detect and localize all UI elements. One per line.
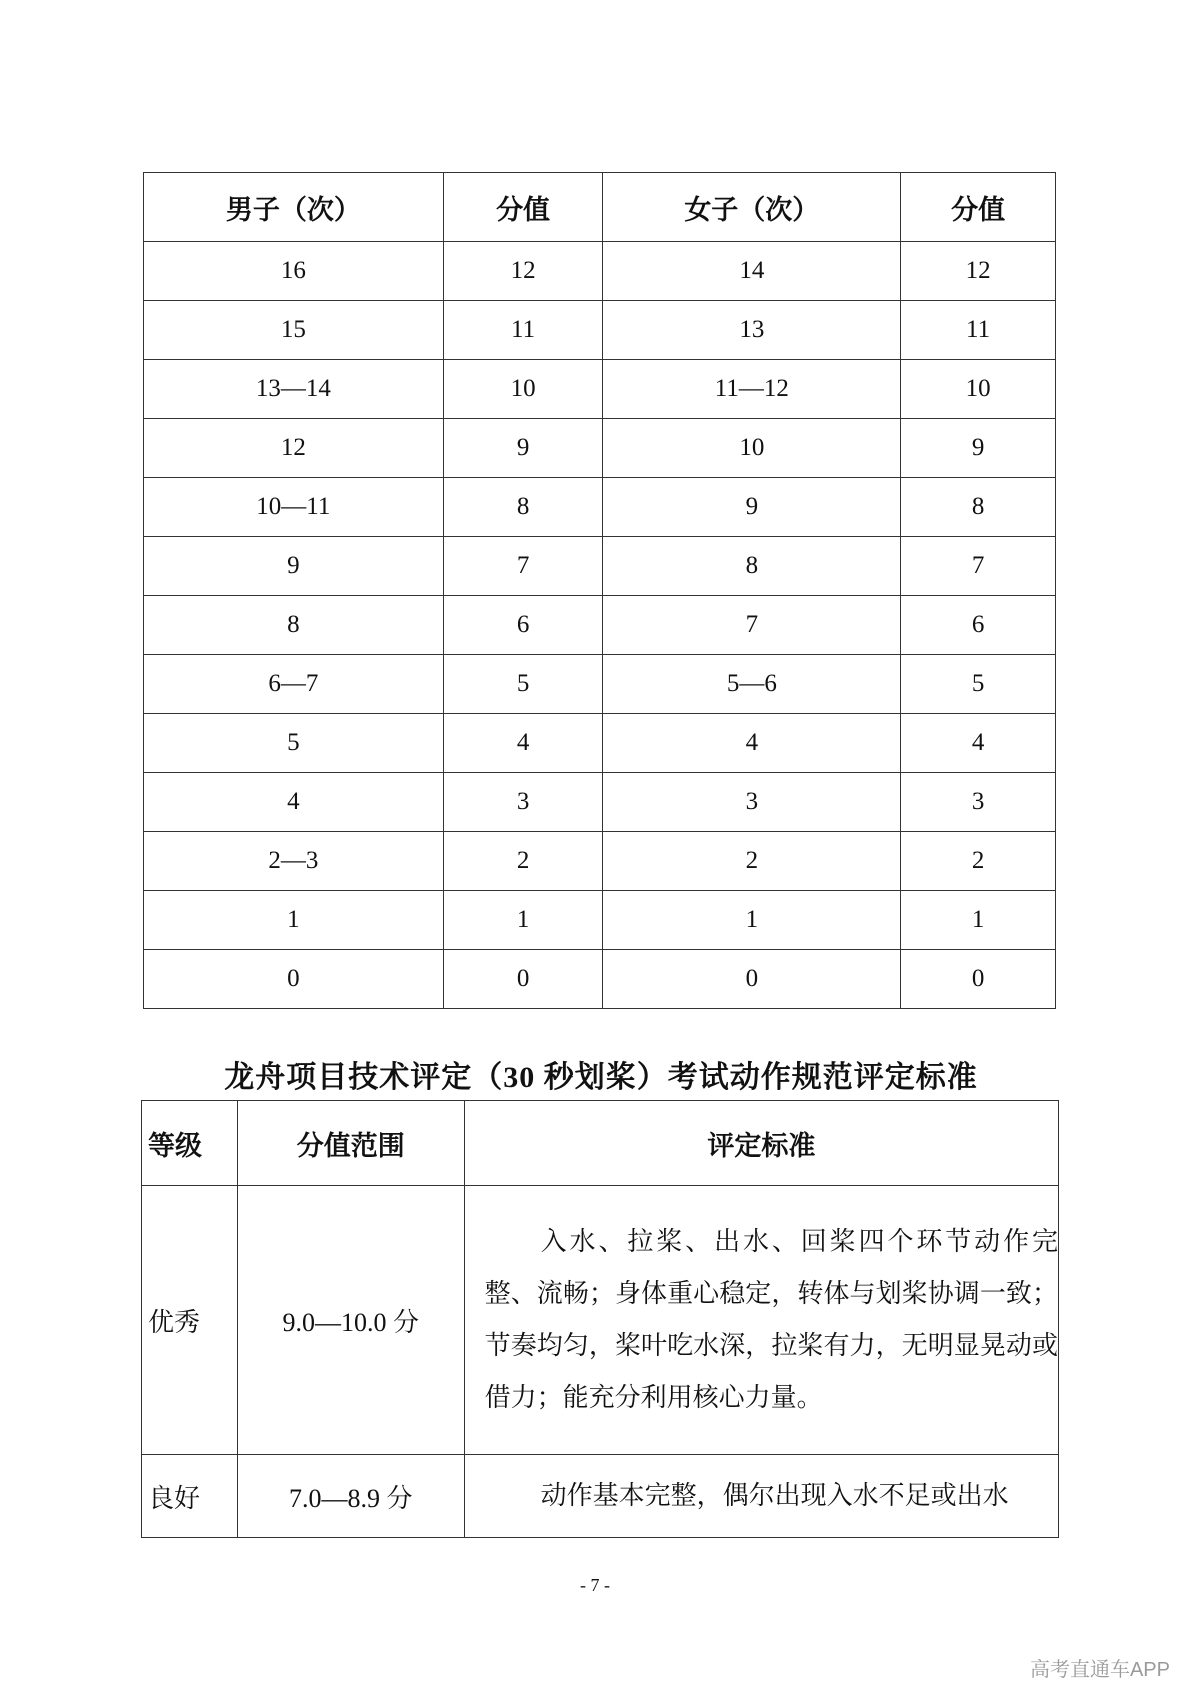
section-title: 龙舟项目技术评定（30 秒划桨）考试动作规范评定标准 — [224, 1061, 978, 1094]
female-score-cell: 3 — [901, 773, 1056, 832]
male-score-cell: 10 — [443, 360, 603, 419]
table-row — [144, 360, 1056, 419]
level-cell: 优秀 — [142, 1186, 238, 1455]
header-female-count: 女子（次） — [603, 173, 901, 242]
table-row — [144, 773, 1056, 832]
female-score-cell: 9 — [901, 419, 1056, 478]
table-row — [144, 301, 1056, 360]
female-score-cell: 8 — [901, 478, 1056, 537]
female-score-cell: 11 — [901, 301, 1056, 360]
female-score-cell: 7 — [901, 537, 1056, 596]
table-row — [144, 714, 1056, 773]
table-row — [144, 950, 1056, 1009]
male-count-cell: 15 — [144, 301, 444, 360]
male-count-cell: 9 — [144, 537, 444, 596]
table-row — [144, 596, 1056, 655]
male-score-cell: 1 — [443, 891, 603, 950]
table-row — [144, 655, 1056, 714]
female-score-cell: 1 — [901, 891, 1056, 950]
male-score-cell: 9 — [443, 419, 603, 478]
female-count-cell: 9 — [603, 478, 901, 537]
criteria-header-row — [142, 1101, 1059, 1186]
female-count-cell: 4 — [603, 714, 901, 773]
male-count-cell: 1 — [144, 891, 444, 950]
female-count-cell: 11—12 — [603, 360, 901, 419]
male-score-cell: 2 — [443, 832, 603, 891]
table-row — [144, 832, 1056, 891]
female-count-cell: 13 — [603, 301, 901, 360]
criteria-row-good — [142, 1455, 1059, 1538]
male-count-cell: 12 — [144, 419, 444, 478]
page-number: - 7 - — [580, 1575, 610, 1595]
male-score-cell: 4 — [443, 714, 603, 773]
header-female-score: 分值 — [901, 173, 1056, 242]
female-count-cell: 2 — [603, 832, 901, 891]
male-score-cell: 8 — [443, 478, 603, 537]
male-score-cell: 0 — [443, 950, 603, 1009]
female-count-cell: 0 — [603, 950, 901, 1009]
watermark: 高考直通车APP — [1029, 1659, 1170, 1681]
male-score-cell: 6 — [443, 596, 603, 655]
female-score-cell: 4 — [901, 714, 1056, 773]
male-count-cell: 16 — [144, 242, 444, 301]
female-count-cell: 3 — [603, 773, 901, 832]
male-count-cell: 8 — [144, 596, 444, 655]
criteria-row-excellent — [142, 1186, 1059, 1455]
criteria-cell: 入水、拉桨、出水、回桨四个环节动作完整、流畅；身体重心稳定，转体与划桨协调一致；节奏均匀，桨叶吃水深，拉桨有力，无明显晃动或借力；能充分利用核心力量。 — [464, 1186, 1058, 1455]
male-count-cell: 6—7 — [144, 655, 444, 714]
male-count-cell: 4 — [144, 773, 444, 832]
male-score-cell: 3 — [443, 773, 603, 832]
level-cell: 良好 — [142, 1455, 238, 1538]
table-row — [144, 419, 1056, 478]
male-count-cell: 2—3 — [144, 832, 444, 891]
header-male-count: 男子（次） — [144, 173, 444, 242]
table-row — [144, 537, 1056, 596]
header-criteria: 评定标准 — [464, 1101, 1058, 1186]
range-cell: 7.0—8.9 分 — [237, 1455, 464, 1538]
table-row — [144, 242, 1056, 301]
female-score-cell: 0 — [901, 950, 1056, 1009]
male-score-cell: 12 — [443, 242, 603, 301]
male-score-cell: 11 — [443, 301, 603, 360]
criteria-table — [141, 1100, 1059, 1538]
header-range: 分值范围 — [237, 1101, 464, 1186]
criteria-cell: 动作基本完整，偶尔出现入水不足或出水 — [464, 1455, 1058, 1538]
male-count-cell: 0 — [144, 950, 444, 1009]
female-score-cell: 10 — [901, 360, 1056, 419]
male-count-cell: 13—14 — [144, 360, 444, 419]
female-score-cell: 5 — [901, 655, 1056, 714]
header-male-score: 分值 — [443, 173, 603, 242]
male-score-cell: 7 — [443, 537, 603, 596]
male-count-cell: 5 — [144, 714, 444, 773]
male-count-cell: 10—11 — [144, 478, 444, 537]
table-row — [144, 478, 1056, 537]
female-count-cell: 8 — [603, 537, 901, 596]
female-count-cell: 7 — [603, 596, 901, 655]
score-table — [143, 172, 1056, 1009]
female-count-cell: 14 — [603, 242, 901, 301]
female-score-cell: 12 — [901, 242, 1056, 301]
female-score-cell: 6 — [901, 596, 1056, 655]
table-row — [144, 891, 1056, 950]
female-count-cell: 1 — [603, 891, 901, 950]
score-table-header-row — [144, 173, 1056, 242]
female-score-cell: 2 — [901, 832, 1056, 891]
range-cell: 9.0—10.0 分 — [237, 1186, 464, 1455]
female-count-cell: 10 — [603, 419, 901, 478]
header-level: 等级 — [142, 1101, 238, 1186]
male-score-cell: 5 — [443, 655, 603, 714]
female-count-cell: 5—6 — [603, 655, 901, 714]
